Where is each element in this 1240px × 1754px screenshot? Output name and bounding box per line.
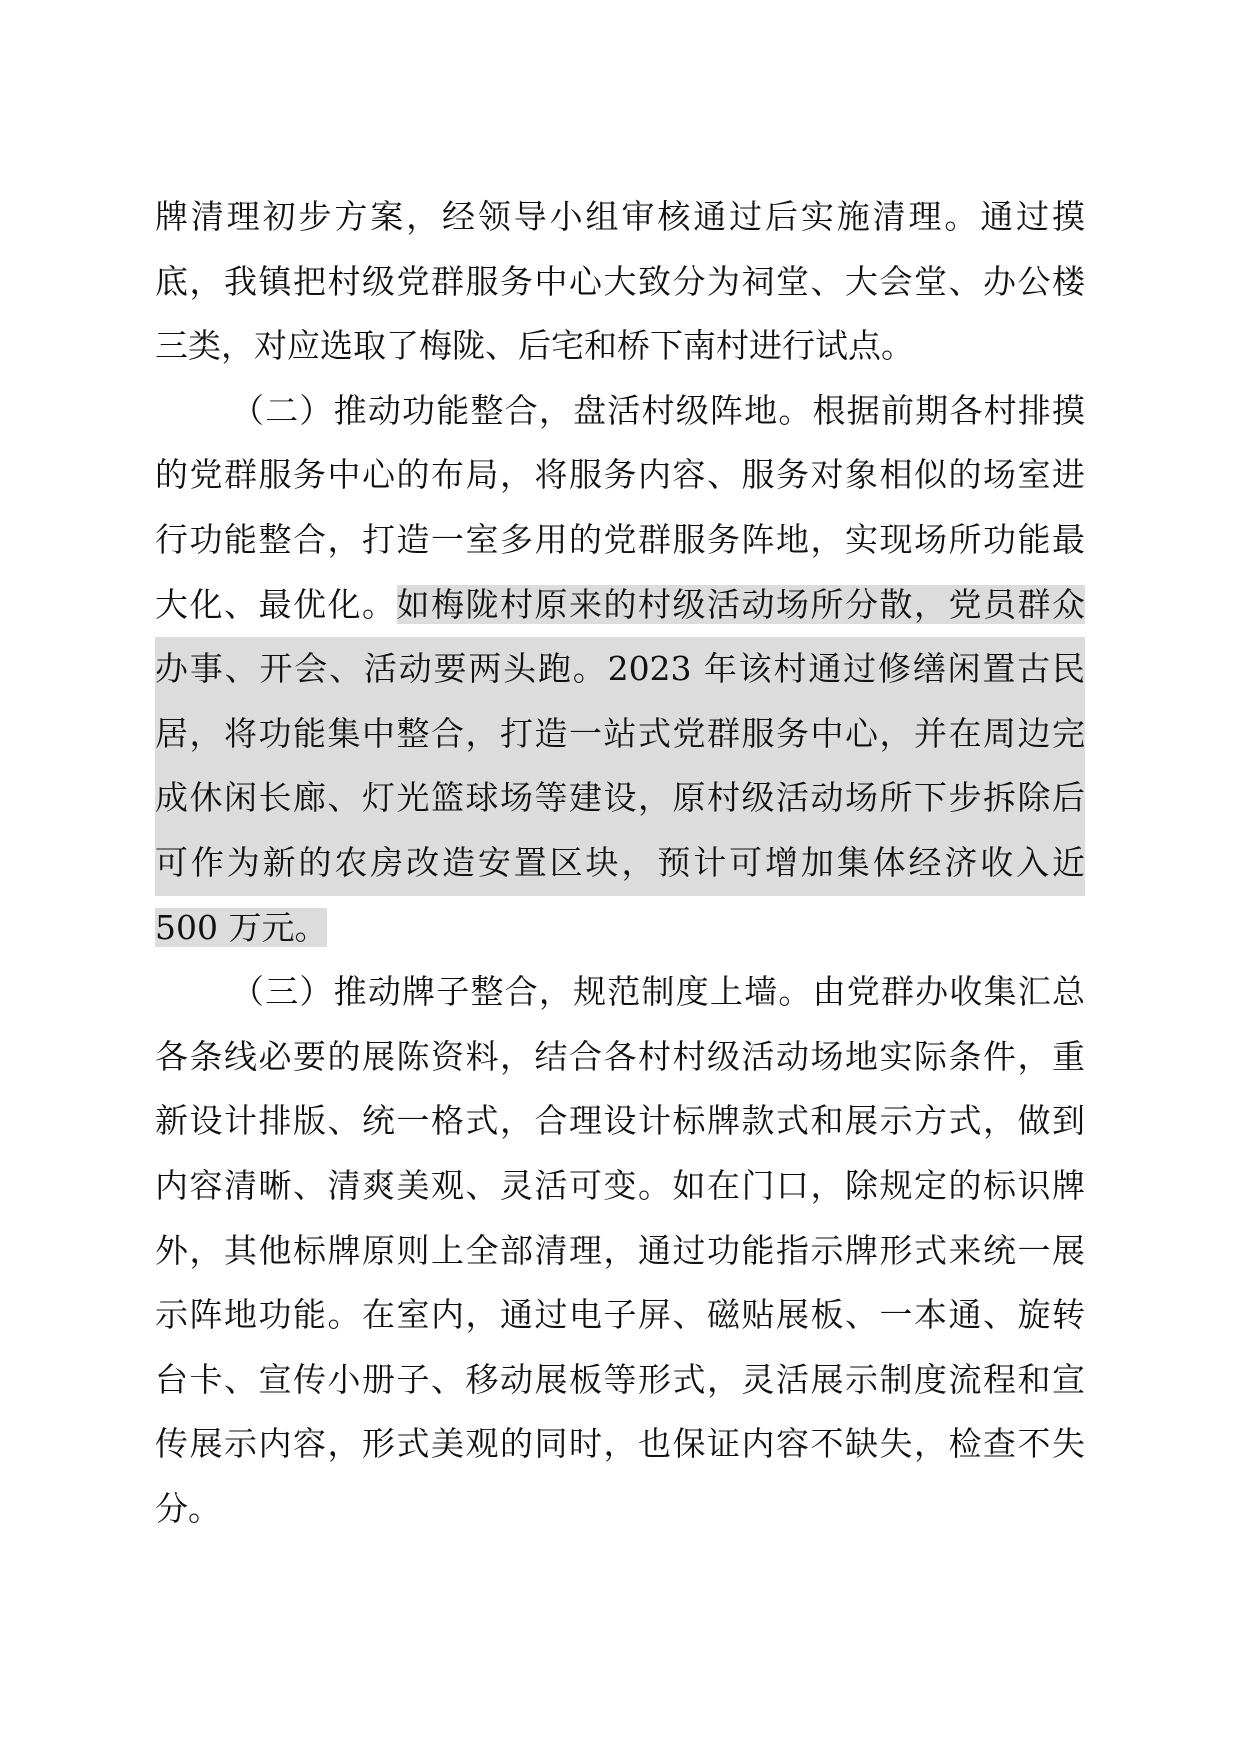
paragraph-line — [155, 896, 1085, 961]
paragraph-line: 分。 — [155, 1488, 221, 1528]
highlighted-text: 500 万元。 — [155, 907, 328, 947]
section-heading-line: （二）推动功能整合，盘活村级阵地。根据前期各村排摸 — [231, 390, 1085, 430]
paragraph-line: 新设计排版、统一格式，合理设计标牌款式和展示方式，做到 — [155, 1101, 1085, 1141]
paragraph-line: 示阵地功能。在室内，通过电子屏、磁贴展板、一本通、旋转 — [155, 1295, 1085, 1335]
highlighted-line: 居，将功能集中整合，打造一站式党群服务中心，并在周边完 — [155, 702, 1085, 767]
section-heading-line: （三）推动牌子整合，规范制度上墙。由党群办收集汇总 — [231, 972, 1085, 1012]
highlighted-text: 如梅陇村原来的村级活动场所分散，党员群众 — [396, 584, 1085, 624]
paragraph-line: 台卡、宣传小册子、移动展板等形式，灵活展示制度流程和宣 — [155, 1359, 1085, 1399]
paragraph-line: 行功能整合，打造一室多用的党群服务阵地，实现场所功能最 — [155, 519, 1085, 559]
highlighted-line: 成休闲长廊、灯光篮球场等建设，原村级活动场所下步拆除后 — [155, 766, 1085, 831]
line-plain-segment: 大化、最优化。 — [155, 584, 397, 624]
paragraph-line: 底，我镇把村级党群服务中心大致分为祠堂、大会堂、办公楼 — [155, 261, 1085, 301]
paragraph-line: 牌清理初步方案，经领导小组审核通过后实施清理。通过摸 — [155, 197, 1085, 236]
body-text — [155, 185, 1085, 1541]
paragraph-line: 传展示内容，形式美观的同时，也保证内容不缺失，检查不失 — [155, 1424, 1085, 1464]
highlighted-line: 可作为新的农房改造安置区块，预计可增加集体经济收入近 — [155, 831, 1085, 896]
paragraph-line — [155, 573, 1085, 638]
paragraph-line: 内容清晰、清爽美观、灵活可变。如在门口，除规定的标识牌 — [155, 1165, 1085, 1205]
paragraph-line: 外，其他标牌原则上全部清理，通过功能指示牌形式来统一展 — [155, 1230, 1085, 1270]
paragraph-line: 各条线必要的展陈资料，结合各村村级活动场地实际条件，重 — [155, 1036, 1085, 1076]
paragraph-line: 三类，对应选取了梅陇、后宅和桥下南村进行试点。 — [155, 326, 914, 366]
paragraph-line: 的党群服务中心的布局，将服务内容、服务对象相似的场室进 — [155, 455, 1085, 495]
highlighted-line: 办事、开会、活动要两头跑。2023 年该村通过修缮闲置古民 — [155, 637, 1085, 702]
